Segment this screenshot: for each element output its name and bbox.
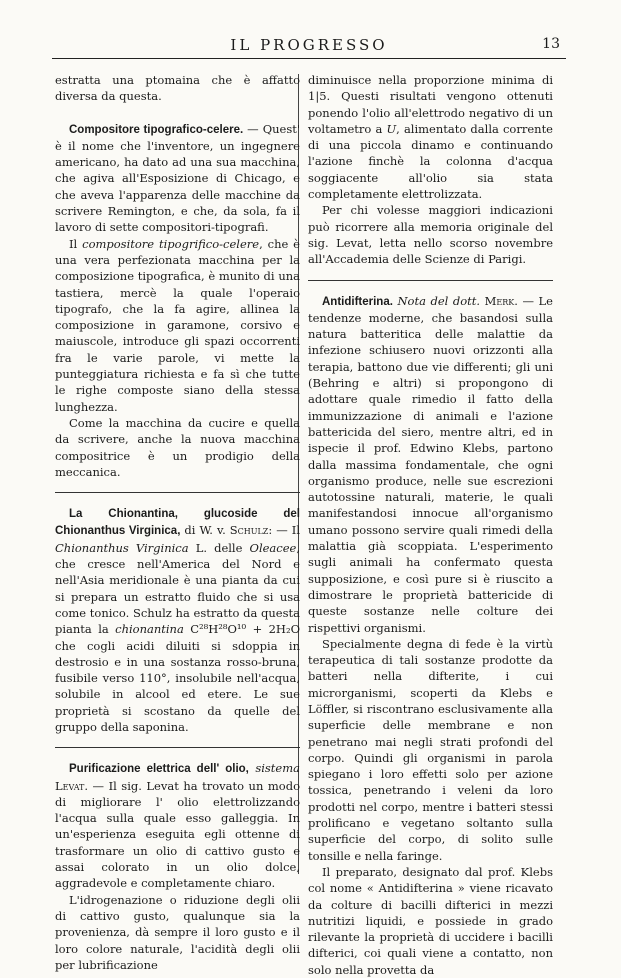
right-column xyxy=(308,72,553,978)
heading-antidifterina: Antidifterina. xyxy=(322,295,393,308)
page-number: 13 xyxy=(542,36,560,52)
running-header xyxy=(52,30,566,60)
paragraph-antidifterina-3: Il preparato, designato dal prof. Klebs col nome « Antidifterina » viene ricavato da colture di bacilli difterici in mezzi nutritizi liquidi, e possiede in grado rilevante la proprietà di uccidere i bacilli difterici, coi quali viene a contatto, non solo nella provetta da xyxy=(308,864,553,977)
article-purificazione: Purificazione elettrica dell' olio, sistema Levat. — Il sig. Levat ha trovato un modo di migliorare l' olio elettrolizzando l'acqua sulla quale esso galleggia. In un'esperienza eseguita egli ottenne di trasformare un olio di cattivo gusto e assai colorato in un olio dolce, aggradevole e completamente chiaro. xyxy=(55,761,300,891)
header-title: IL PROGRESSO xyxy=(230,36,388,54)
section-rule xyxy=(55,480,300,493)
section-rule xyxy=(55,735,300,748)
heading-purificazione: Purificazione elettrica dell' olio, xyxy=(69,763,249,776)
section-rule xyxy=(308,268,553,281)
paragraph-ptomaina: estratta una ptomaina che è affatto diversa da questa. xyxy=(55,73,300,104)
paragraph-compositore-3: Come la macchina da cucire e quella da scrivere, anche la nuova macchina compositrice è un prodigio della meccanica. xyxy=(55,415,300,479)
paragraph-compositore-2: Il compositore tipogrifico-celere, che è una vera perfezionata macchina per la composizione tipografica, è munito di una tastiera, mercè la quale l'operaio tipografo, che la fa agire, allinea la composizione in garamone, corsivo e maiuscole, introduce gli spazi occorrenti fra le varie parole, vi mette la punteggiatura richiesta e fa sì che tutte le righe composte siano della stessa lunghezza. xyxy=(55,236,300,414)
article-compositore: Compositore tipografico-celere. — Quest' è il nome che l'inventore, un ingegnere americano, ha dato ad una sua macchina, che agiva all'Esposizione di Chicago, e che aveva l'apparenza delle macchine da scrivere Remington, e che, da sola, fa il lavoro di sette compositori-tipografi. xyxy=(55,121,301,235)
header-rule xyxy=(52,58,566,59)
heading-compositore: Compositore tipografico-celere. xyxy=(69,123,244,136)
article-antidifterina: Antidifterina. Nota del dott. Merk. — Le tendenze moderne, che basandosi sulla natura batteritica delle malattie da infezione schiusero nuovi orizzonti alla terapia, battono due vie differenti; gli uni (Behring e altri) si propongono di adottare quale rimedio il fatto della immunizzazione di animali e l'azione battericida del siero, mentre altri, ed in ispecie il prof. Edwino Klebs, partono dalla massima fondamentale, che ogni organismo produce, nelle sue escrezioni autotossine naturali, materie, le quali manifestandosi innocue all'organismo umano possono servire quali rimedi della malattia già scoppiata. L'esperimento sugli animali ha confermato questa supposizione, e così pure si è riuscito a dimostrare le proprietà battericide di queste sostanze nelle colture dei rispettivi organismi. xyxy=(308,293,553,635)
article-chionantina: La Chionantina, glucoside del Chionanthus Virginica, di W. v. Schulz: — Il Chionanthus Virginica L. delle Oleacee, che cresce nell'America del Nord e nell'Asia meridionale è una pianta da cui si prepara un estratto fluido che si usa come tonico. Schulz ha estratto da questa pianta la chionantina C²⁸H²⁸O¹⁰ + 2H₂O che cogli acidi diluiti si sdoppia in destrosio e in una sostanza rosso-bruna, fusibile verso 110°, insolubile nell'acqua, solubile in alcool ed etere. Le sue proprietà si scostano da quelle del gruppo della saponina. xyxy=(55,508,300,734)
left-column xyxy=(55,72,300,973)
paragraph-levat-ref: Per chi volesse maggiori indicazioni può ricorrere alla memoria originale del sig. Levat, letta nello scorso novembre all'Accademia delle Scienze di Parigi. xyxy=(308,203,553,267)
paragraph-levat-cont: diminuisce nella proporzione minima di 1|5. Questi risultati vengono ottenuti ponendo l'olio all'elettrodo negativo di un voltametro a U, alimentato dalla corrente di una piccola dinamo e continuando l'azione finchè la colonna d'acqua soggiacente all'olio sia stata completamente elettrolizzata. xyxy=(308,73,553,202)
paragraph-purificazione-2: L'idrogenazione o riduzione degli olii di cattivo gusto, qualunque sia la provenienza, dà sempre il loro gusto e il loro colore naturale, l'acidità degli olii per lubrificazione xyxy=(55,892,300,972)
heading-chionantina: La Chionantina, glucoside del Chionanthus Virginica, xyxy=(55,508,300,538)
paragraph-antidifterina-2: Specialmente degna di fede è la virtù terapeutica di tali sostanze prodotte da batteri nella difterite, i cui microrganismi, scoperti da Klebs e Löffler, si riscontrano esclusivamente alla superficie delle membrane e non penetrano mai negli strati profondi del corpo. Quindi gli organismi in parola spiegano i loro effetti solo per azione tossica, penetrando i veleni da loro prodotti nel corpo, mentre i batteri stessi prolificano e vegetano soltanto sulla superficie del corpo, di solito sulle tonsille e nella faringe. xyxy=(308,636,553,863)
